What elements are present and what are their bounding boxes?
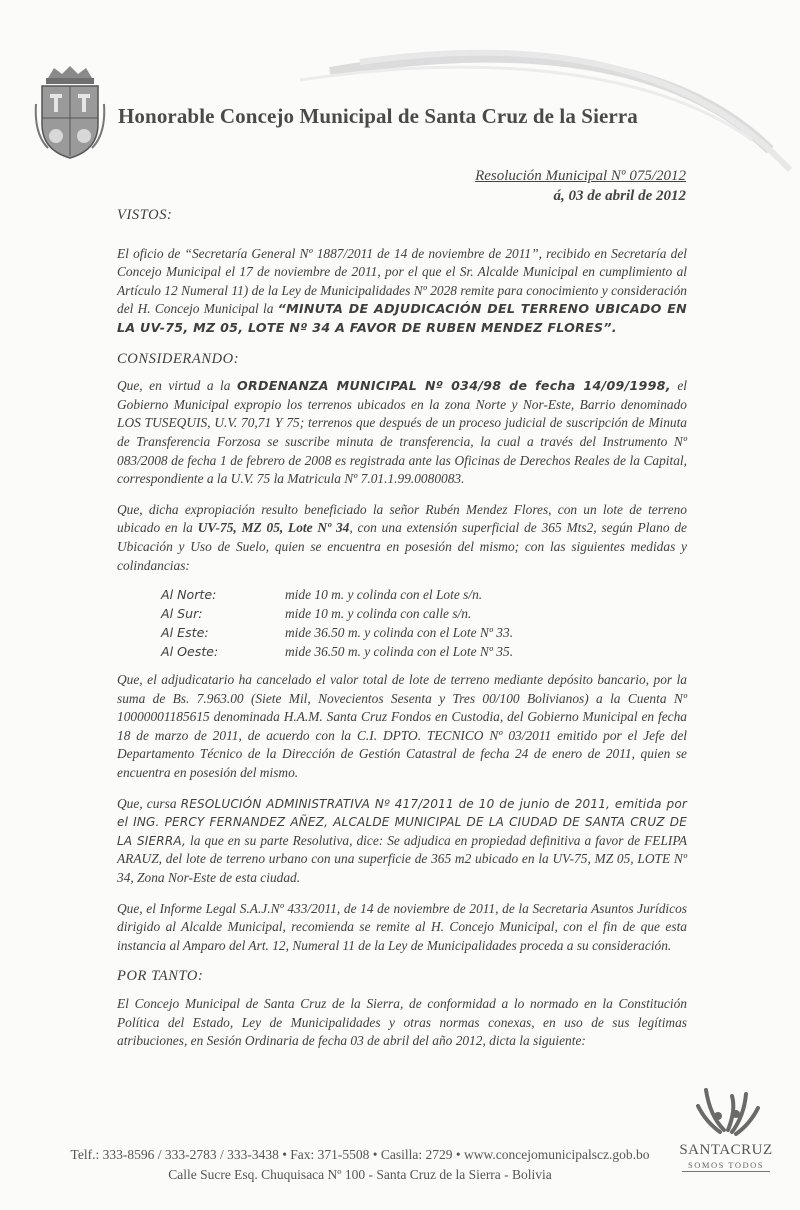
considerando-p1-text-b: el Gobierno Municipal expropio los terrenos ubicados en la zona Norte y Nor-Este, Barrio denominado LOS TUSEQUIS, U.V. 70,71 Y 75; terrenos que después de un proceso judicial de suscripción de Minuta de Transferencia Forzosa se suscribe minuta de transferencia, la cual a través del Instrumento Nº 083/2008 de fecha 1 de febrero de 2008 es registrada ante las Oficinas de Derechos Reales de la Capital, correspondiente a la U.V. 75 la Matricula Nº 7.01.1.99.0080083. [117, 378, 687, 487]
footer-address-line: Calle Sucre Esq. Chuquisaca Nº 100 - Santa Cruz de la Sierra - Bolivia [168, 1167, 552, 1182]
vistos-heading: VISTOS: [117, 207, 173, 223]
considerando-heading: CONSIDERANDO: [117, 350, 240, 367]
vistos-text: El oficio de “Secretaría General Nº 1887/2011 de 14 de noviembre de 2011”, recibido en Secretaría del Concejo Municipal el 17 de noviembre de 2011, por el que el Sr. Alcalde Municipal en cumplimiento al Artículo 12 Numeral 11) de la Ley de Municipalidades Nº 2028 remite para conocimiento y consideración del H. Concejo Municipal la [117, 245, 687, 317]
people-figures-icon [676, 1086, 776, 1142]
boundary-description: mide 36.50 m. y colinda con el Lote Nº 33. [285, 625, 514, 641]
boundary-direction: Al Sur: [161, 606, 203, 622]
boundary-direction: Al Norte: [161, 587, 217, 603]
lot-reference: UV-75, MZ 05, Lote Nº 34 [197, 520, 350, 536]
resolution-date: á, 03 de abril de 2012 [553, 188, 686, 204]
considerando-paragraph-1 [117, 377, 687, 489]
document-body [117, 206, 687, 1063]
vistos-paragraph [117, 245, 687, 338]
boundary-row [161, 642, 513, 661]
considerando-p1-text-a: Que, en virtud a la [117, 378, 237, 394]
boundary-row [161, 623, 513, 642]
considerando-paragraph-2 [117, 501, 687, 575]
por-tanto-heading: POR TANTO: [117, 968, 204, 985]
boundary-direction: Al Oeste: [161, 644, 219, 660]
institution-title: Honorable Concejo Municipal de Santa Cruz de la Sierra [118, 104, 638, 128]
resolution-header [475, 166, 686, 206]
ordinance-reference: ORDENANZA MUNICIPAL Nº 034/98 de fecha 14/09/1998, [236, 378, 671, 394]
boundary-description: mide 10 m. y colinda con el Lote s/n. [285, 587, 483, 603]
administrative-resolution-reference: RESOLUCIÓN ADMINISTRATIVA Nº 417/2011 de 10 de junio de 2011, emitida por el ING. PERCY FERNANDEZ AÑEZ, ALCALDE MUNICIPAL DE LA CIUDAD DE SANTA CRUZ DE LA SIERRA, [117, 796, 687, 848]
considerando-p2-text-b: , con una extensión superficial de 365 Mts2, según Plano de Ubicación y Uso de Suelo, quien se encuentra en posesión del mismo; con las siguientes medidas y colindancias: [117, 520, 687, 573]
boundary-description: mide 36.50 m. y colinda con el Lote Nº 35. [285, 644, 514, 660]
resolution-number: Resolución Municipal Nº 075/2012 [475, 168, 686, 184]
considerando-p4-text-b: la que en su parte Resolutiva, dice: Se adjudica en propiedad definitiva a favor de FELIPA ARAUZ, del lote de terreno urbano con una superficie de 365 m2 ubicado en la UV-75, MZ 05, LOTE Nº 34, Zona Nor-Este de esta ciudad. [117, 832, 688, 886]
boundary-direction: Al Este: [161, 625, 209, 641]
municipal-coat-of-arms [34, 64, 106, 160]
por-tanto-paragraph: El Concejo Municipal de Santa Cruz de la Sierra, de conformidad a lo normado en la Constitución Política del Estado, Ley de Municipalidades y otras normas conexas, en uso de sus legítimas atribuciones, en Sesión Ordinaria de fecha 03 de abril del año 2012, dicta la siguiente: [117, 996, 687, 1049]
considerando-p2-text-a: Que, dicha expropiación resulto beneficiado la señor Rubén Mendez Flores, con un lote de terreno ubicado en la [117, 501, 687, 536]
considerando-paragraph-5: Que, el Informe Legal S.A.J.Nº 433/2011, de 14 de noviembre de 2011, de la Secretaria Asuntos Jurídicos dirigido al Alcalde Municipal, recomienda se remite al H. Concejo Municipal, con el fin de que esta instancia al Amparo del Art. 12, Numeral 11 de la Ley de Municipalidades proceda a su consideración. [117, 900, 687, 953]
boundary-description: mide 10 m. y colinda con calle s/n. [285, 606, 472, 622]
considerando-paragraph-3: Que, el adjudicatario ha cancelado el valor total de lote de terreno mediante depósito bancario, por la suma de Bs. 7.963.00 (Siete Mil, Novecientos Sesenta y Tres 00/100 Bolivianos) a la Cuenta Nº 10000001185615 denominada H.A.M. Santa Cruz Fondos en Custodia, del Gobierno Municipal en fecha 18 de marzo de 2011, de acuerdo con la C.I. DPTO. TECNICO Nº 03/2011 emitido por el Jefe del Departamento Técnico de la Dirección de Gestión Catastral de fecha 24 de enero de 2011, quien se encuentra en posesión del mismo. [117, 672, 687, 781]
considerando-p4-text-a: Que, cursa [117, 795, 181, 811]
santa-cruz-logo [676, 1086, 776, 1182]
footer-contact-line: Telf.: 333-8596 / 333-2783 / 333-3438 • Fax: 371-5508 • Casilla: 2729 • www.concejomunicipalscz.gob.bo [70, 1147, 650, 1162]
boundaries-table [161, 585, 513, 661]
boundary-row [161, 604, 513, 623]
logo-name: SANTACRUZ [679, 1142, 773, 1158]
footer-contact [40, 1145, 680, 1185]
boundary-row [161, 585, 513, 604]
logo-slogan: SOMOS TODOS [682, 1160, 770, 1172]
considerando-paragraph-4 [117, 795, 687, 888]
vistos-bold-text: “MINUTA DE ADJUDICACIÓN DEL TERRENO UBICADO EN LA UV-75, MZ 05, LOTE Nº 34 A FAVOR DE RUBEN MENDEZ FLORES”. [117, 301, 687, 335]
